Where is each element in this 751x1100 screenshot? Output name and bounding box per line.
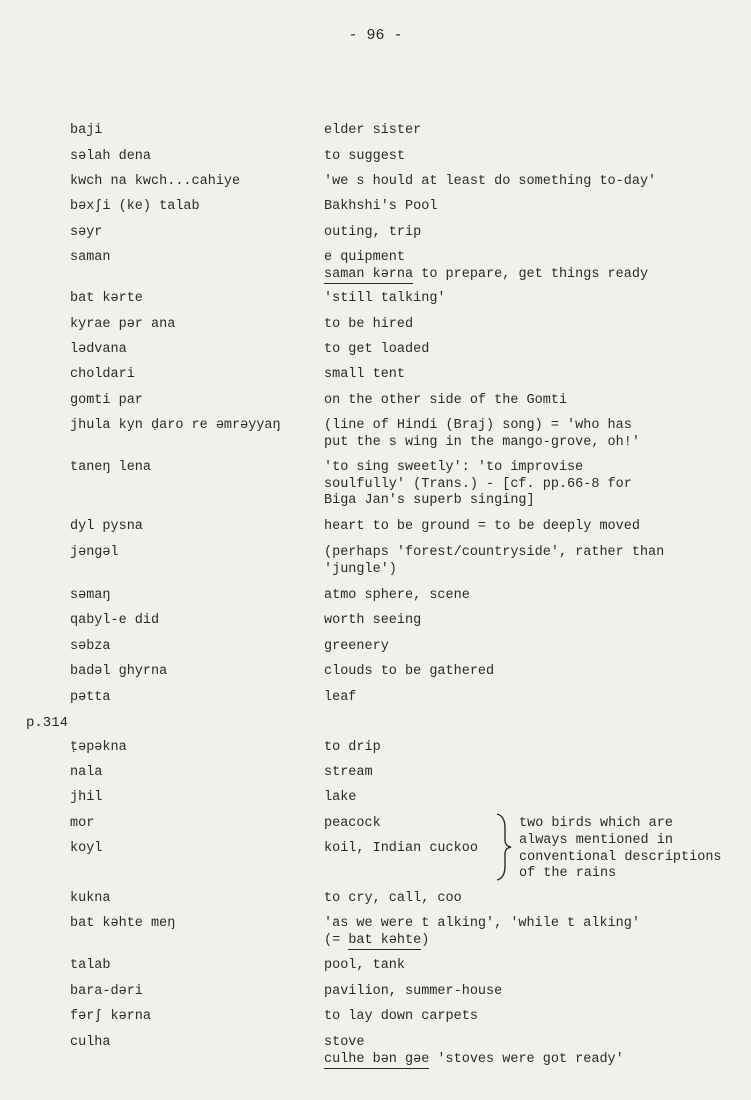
entry-gloss <box>324 690 734 707</box>
gloss-line: stove <box>324 1035 365 1050</box>
entry-term: səyr <box>70 225 103 240</box>
entry-term: qabyl-e did <box>70 613 160 628</box>
entry-term: kukna <box>70 891 111 906</box>
entry-term: jhula kyn ḍaro re əmrəyyaŋ <box>70 418 281 433</box>
entry-gloss <box>324 984 734 1001</box>
gloss-sub-rest: ) <box>421 932 430 948</box>
curly-brace-icon <box>493 812 515 882</box>
gloss-underlined-phrase: bat kəhte <box>348 932 422 948</box>
entry-term: bara-dəri <box>70 984 143 999</box>
gloss-subline <box>324 267 734 284</box>
entry-term: səbza <box>70 639 111 654</box>
entry-gloss <box>324 317 734 334</box>
gloss-sub-rest: 'stoves were got ready' <box>429 1051 624 1067</box>
entry-term: bat kəhte meŋ <box>70 916 176 931</box>
gloss-underlined-phrase: saman kərna <box>324 266 414 282</box>
gloss-line: lake <box>324 790 357 805</box>
gloss-line: 'jungle') <box>324 561 397 577</box>
entry-term: gomti par <box>70 393 143 408</box>
gloss-line: put the s wing in the mango-grove, oh!' <box>324 434 640 450</box>
entry-gloss <box>324 342 734 359</box>
gloss-line: clouds to be gathered <box>324 664 495 679</box>
entry-term: taneŋ lena <box>70 460 152 475</box>
gloss-line: worth seeing <box>324 613 422 628</box>
entry-term: culha <box>70 1035 111 1050</box>
gloss-subline <box>324 933 734 950</box>
entry-term: kyrae pər ana <box>70 317 176 332</box>
gloss-line: stream <box>324 765 373 780</box>
gloss-line: Biga Jan's superb singing] <box>324 493 535 508</box>
entry-gloss <box>324 460 734 510</box>
gloss-line: 'still talking' <box>324 291 446 306</box>
entry-term: mor <box>70 816 95 831</box>
entry-gloss <box>324 367 734 384</box>
entry-gloss <box>324 291 734 308</box>
entry-gloss <box>324 250 734 283</box>
entry-term: badəl ghyrna <box>70 664 168 679</box>
entry-term: fərʃ kərna <box>70 1009 152 1024</box>
entry-term: dyl pysna <box>70 519 143 534</box>
entry-term: ṭəpəkna <box>70 740 127 755</box>
gloss-sub-rest: to prepare, get things ready <box>413 266 649 282</box>
gloss-line: elder sister <box>324 123 422 138</box>
gloss-line: to cry, call, coo <box>324 891 462 906</box>
entry-gloss <box>324 1009 734 1026</box>
gloss-line: (perhaps 'forest/countryside', rather than <box>324 545 665 560</box>
gloss-line: pavilion, summer-house <box>324 984 503 999</box>
brace-note-line: of the rains <box>519 866 617 882</box>
entry-gloss <box>324 545 734 578</box>
gloss-line: small tent <box>324 367 406 382</box>
entry-term: jhil <box>70 790 103 805</box>
entry-gloss <box>324 740 734 757</box>
entry-gloss <box>324 418 734 451</box>
entry-gloss <box>324 225 734 242</box>
entry-term: səlah dena <box>70 149 152 164</box>
brace-note-line: always mentioned in <box>519 832 673 848</box>
entry-gloss <box>324 958 734 975</box>
gloss-line: to drip <box>324 740 381 755</box>
entry-term: nala <box>70 765 103 780</box>
entry-gloss <box>324 1035 734 1068</box>
gloss-line: outing, trip <box>324 225 422 240</box>
gloss-line: to get loaded <box>324 342 430 357</box>
gloss-line: leaf <box>324 690 357 705</box>
entry-term: choldari <box>70 367 135 382</box>
gloss-line: to lay down carpets <box>324 1009 478 1024</box>
entry-term: baji <box>70 123 103 138</box>
gloss-line: to suggest <box>324 149 406 164</box>
entry-gloss <box>324 613 734 630</box>
entry-term: saman <box>70 250 111 265</box>
brace-note-line: two birds which are <box>519 816 673 831</box>
entry-gloss <box>324 588 734 605</box>
gloss-line: 'we s hould at least do something to-day' <box>324 174 657 189</box>
gloss-sub-prefix: (= <box>324 932 349 948</box>
gloss-line: greenery <box>324 639 389 654</box>
brace-note <box>493 812 743 882</box>
entry-term: talab <box>70 958 111 973</box>
entry-term: bat kərte <box>70 291 143 306</box>
entry-term: kwch na kwch...cahiye <box>70 174 241 189</box>
entry-gloss <box>324 199 734 216</box>
gloss-line: 'to sing sweetly': 'to improvise <box>324 460 584 475</box>
brace-note-text <box>519 816 722 883</box>
gloss-line: to be hired <box>324 317 414 332</box>
entry-gloss <box>324 916 734 949</box>
entry-gloss <box>324 149 734 166</box>
gloss-line: koil, Indian cuckoo <box>324 841 478 856</box>
gloss-subline <box>324 1052 734 1069</box>
page-reference: p.314 <box>26 715 69 731</box>
entry-gloss <box>324 123 734 140</box>
entry-gloss <box>324 664 734 681</box>
brace-note-line: conventional descriptions <box>519 849 722 865</box>
gloss-line: atmo sphere, scene <box>324 588 470 603</box>
gloss-underlined-phrase: culhe bən gəe <box>324 1051 430 1067</box>
page-number: - 96 - <box>348 27 403 44</box>
gloss-line: 'as we were t alking', 'while t alking' <box>324 916 640 931</box>
gloss-line: (line of Hindi (Braj) song) = 'who has <box>324 418 632 433</box>
entry-term: jəngəl <box>70 545 119 560</box>
gloss-line: Bakhshi's Pool <box>324 199 438 214</box>
entry-gloss <box>324 639 734 656</box>
gloss-line: soulfully' (Trans.) - [cf. pp.66-8 for <box>324 476 632 492</box>
entry-term: pətta <box>70 690 111 705</box>
entry-term: lədvana <box>70 342 127 357</box>
gloss-line: heart to be ground = to be deeply moved <box>324 519 640 534</box>
entry-gloss <box>324 891 734 908</box>
gloss-line: on the other side of the Gomti <box>324 393 568 408</box>
gloss-line: pool, tank <box>324 958 406 973</box>
entry-term: koyl <box>70 841 103 856</box>
entry-gloss <box>324 765 734 782</box>
entry-gloss <box>324 174 734 191</box>
entry-term: bəxʃi (ke) talab <box>70 199 200 214</box>
entry-term: səmaŋ <box>70 588 111 603</box>
entry-gloss <box>324 519 734 536</box>
entry-gloss <box>324 393 734 410</box>
entry-gloss <box>324 790 734 807</box>
gloss-line: e quipment <box>324 250 406 265</box>
gloss-line: peacock <box>324 816 381 831</box>
